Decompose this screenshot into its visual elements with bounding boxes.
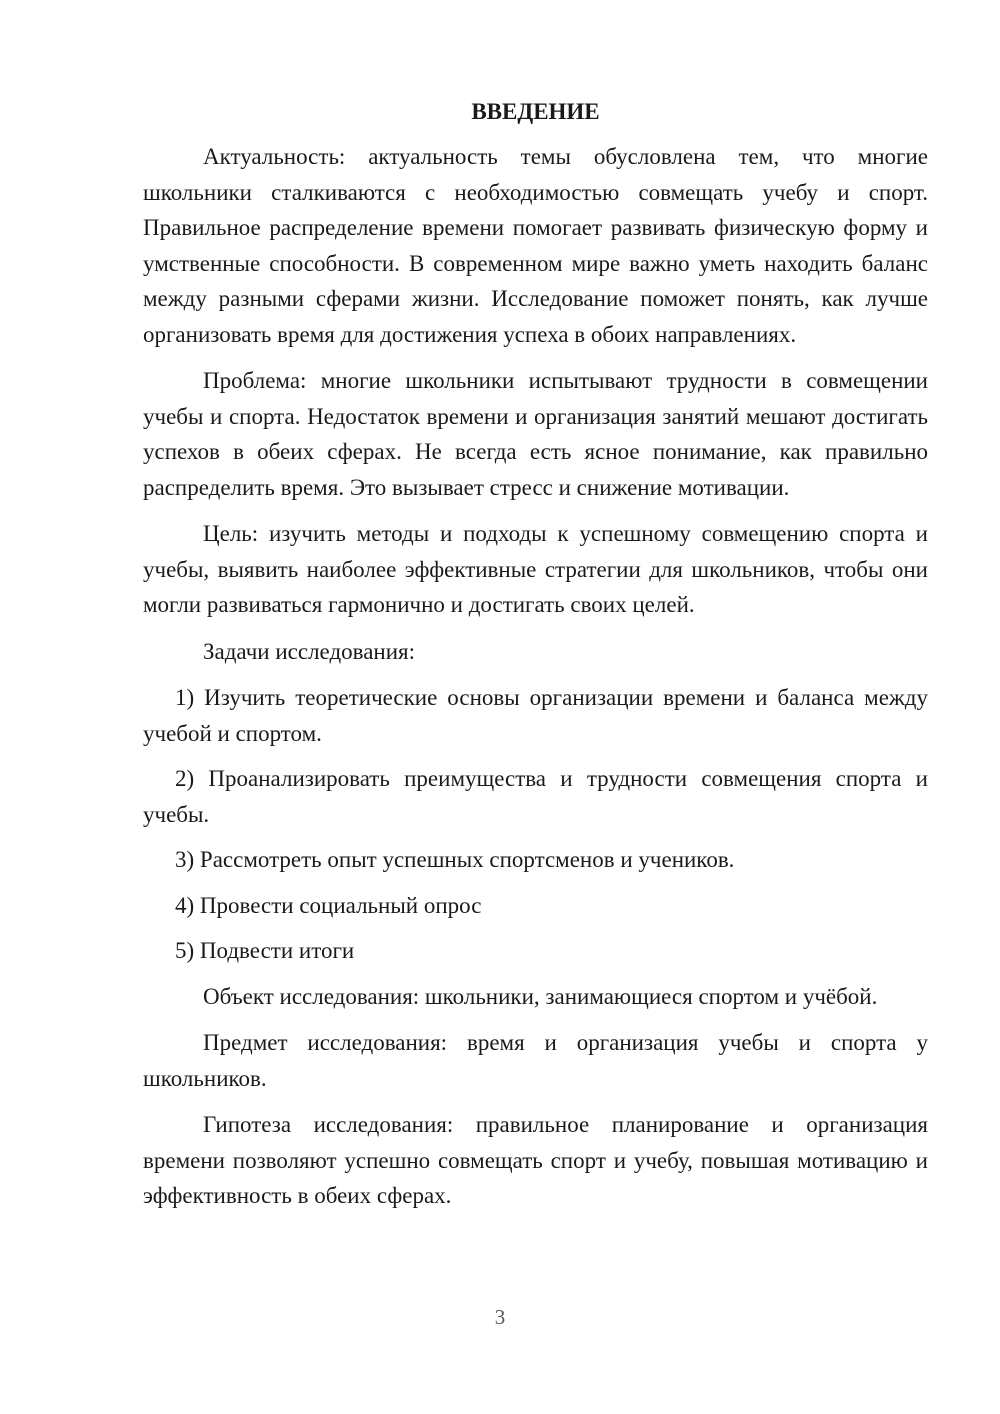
page-number: 3 (494, 1305, 506, 1329)
hypothesis-paragraph: Гипотеза исследования: правильное планирование и организация времени позволяют успешно совмещать спорт и учебу, повышая мотивацию и эффективность в обеих сферах. (143, 1112, 928, 1208)
problem-paragraph: Проблема: многие школьники испытывают трудности в совмещении учебы и спорта. Недостаток времени и организация занятий мешают достигать успехов в обеих сферах. Не всегда есть ясное понимание, как правильно распределить время. Это вызывает стресс и снижение мотивации. (143, 368, 928, 500)
object-paragraph: Объект исследования: школьники, занимающиеся спортом и учёбой. (203, 983, 878, 1009)
section-title: ВВЕДЕНИЕ (471, 99, 600, 124)
page-body (143, 97, 928, 1225)
goal-paragraph: Цель: изучить методы и подходы к успешному совмещению спорта и учебы, выявить наиболее эффективные стратегии для школьников, чтобы они могли развиваться гармонично и достигать своих целей. (143, 521, 928, 617)
subject-paragraph: Предмет исследования: время и организация учебы и спорта у школьников. (143, 1030, 928, 1091)
task-item: 3) Рассмотреть опыт успешных спортсменов и учеников. (175, 847, 735, 872)
task-item: 1) Изучить теоретические основы организации времени и баланса между учебой и спортом. (143, 685, 928, 746)
relevance-paragraph: Актуальность: актуальность темы обусловлена тем, что многие школьники сталкиваются с необходимостью совмещать учебу и спорт. Правильное распределение времени помогает развивать физическую форму и умственные способности. В современном мире важно уметь находить баланс между разными сферами жизни. Исследование поможет понять, как лучше организовать время для достижения успеха в обоих направлениях. (143, 144, 928, 347)
task-item: 4) Провести социальный опрос (175, 892, 482, 918)
tasks-heading: Задачи исследования: (203, 638, 416, 664)
task-item: 2) Проанализировать преимущества и трудности совмещения спорта и учебы. (143, 766, 928, 827)
task-item: 5) Подвести итоги (175, 938, 355, 963)
